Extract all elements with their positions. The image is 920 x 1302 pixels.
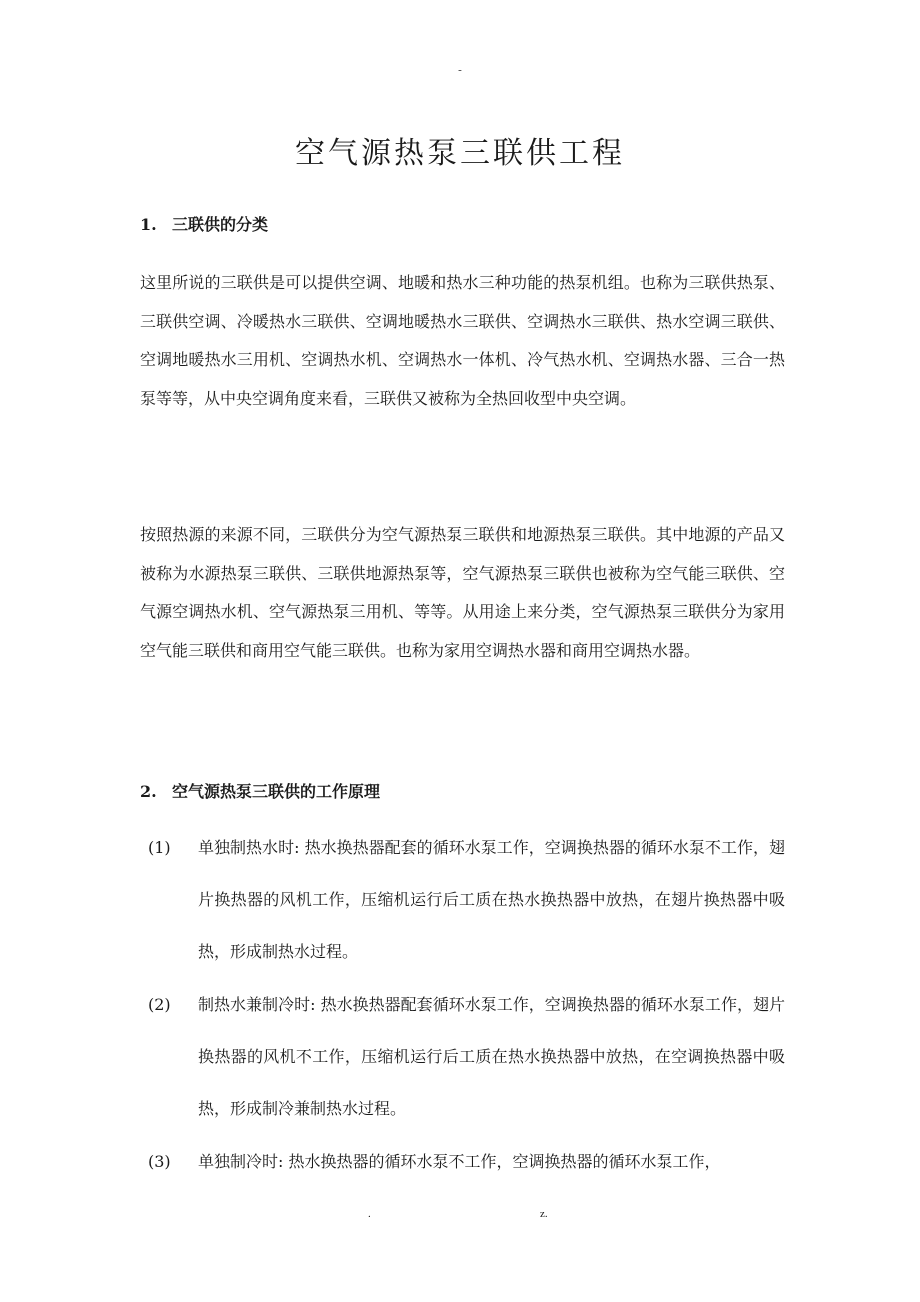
section-1-heading [140, 212, 268, 235]
section-2-number: 2. [140, 782, 157, 801]
section-2-heading [140, 779, 380, 802]
list-item [140, 1136, 785, 1188]
list-item-label: (1) [148, 838, 171, 857]
section-1-title: 三联供的分类 [172, 215, 269, 234]
paragraph-1: 这里所说的三联供是可以提供空调、地暖和热水三种功能的热泵机组。也称为三联供热泵、三联供空调、冷暖热水三联供、空调地暖热水三联供、空调热水三联供、热水空调三联供、空调地暖热水三用机、空调热水机、空调热水一体机、冷气热水机、空调热水器、三合一热泵等等，从中央空调角度来看，三联供又被称为全热回收型中央空调。 [140, 273, 785, 408]
list-item-label: (2) [148, 995, 171, 1014]
list-item [140, 979, 785, 1135]
footer-left-mark: . [368, 1208, 371, 1220]
section-2-title: 空气源热泵三联供的工作原理 [172, 782, 381, 801]
list-item-text: 单独制冷时: 热水换热器的循环水泵不工作，空调换热器的循环水泵工作， [198, 1152, 721, 1171]
list-item-label: (3) [148, 1152, 171, 1171]
page-title: 空气源热泵三联供工程 [295, 136, 625, 171]
section-1-number: 1. [140, 215, 157, 234]
paragraph-2: 按照热源的来源不同，三联供分为空气源热泵三联供和地源热泵三联供。其中地源的产品又被称为水源热泵三联供、三联供地源热泵等，空气源热泵三联供也被称为空气能三联供、空气源空调热水机、空气源热泵三用机、等等。从用途上来分类，空气源热泵三联供分为家用空气能三联供和商用空气能三联供。也称为家用空调热水器和商用空调热水器。 [140, 525, 785, 660]
header-mark: - [458, 64, 462, 76]
list-item-text: 制热水兼制冷时: 热水换热器配套循环水泵工作，空调换热器的循环水泵工作，翅片换热器的风机不工作，压缩机运行后工质在热水换热器中放热，在空调换热器中吸热，形成制冷兼制热水过程。 [198, 995, 785, 1118]
footer-right-mark: z. [540, 1208, 548, 1220]
list-item-text: 单独制热水时: 热水换热器配套的循环水泵工作，空调换热器的循环水泵不工作，翅片换热器的风机工作，压缩机运行后工质在热水换热器中放热，在翅片换热器中吸热，形成制热水过程。 [198, 838, 785, 961]
list-item [140, 822, 785, 978]
